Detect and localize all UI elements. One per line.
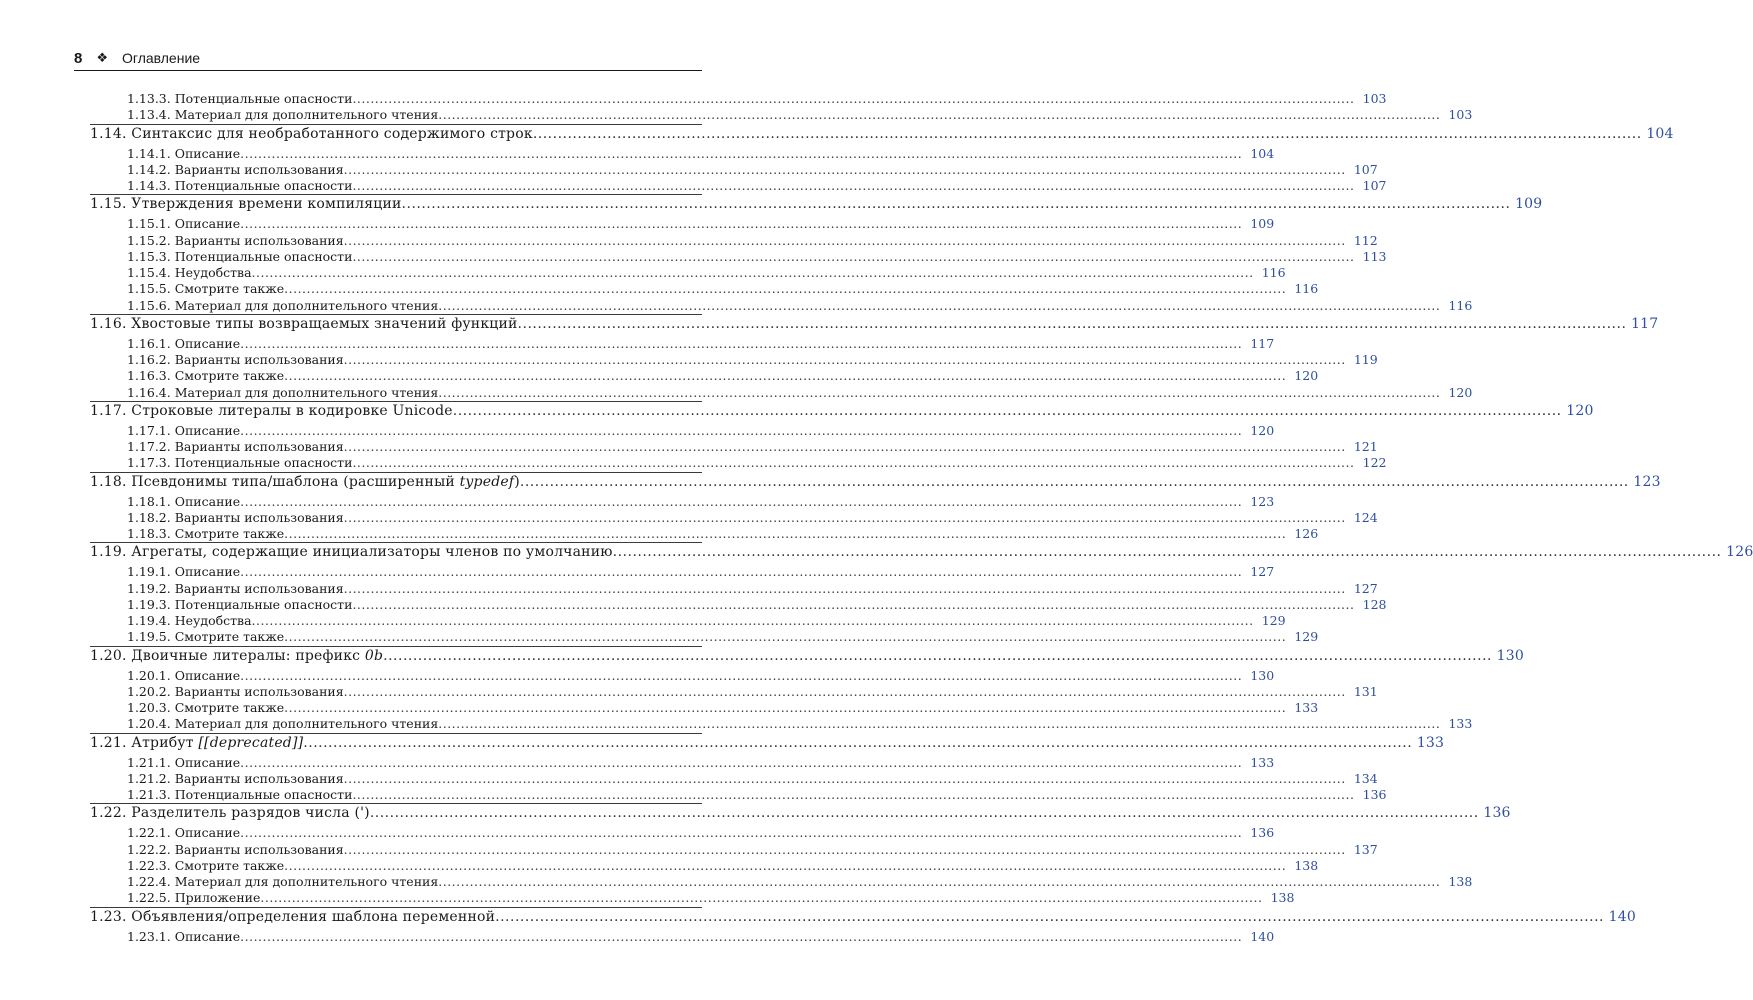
dot-leader xyxy=(240,564,1242,579)
entry-page-link[interactable]: 129 xyxy=(1261,613,1286,628)
entry-title: Синтаксис для необработанного содержимого строк xyxy=(131,125,533,142)
entry-number: 1.18.2. xyxy=(127,509,171,525)
entry-page-link[interactable]: 133 xyxy=(1294,700,1319,715)
entry-title: Варианты использования xyxy=(174,161,344,177)
dot-leader xyxy=(352,91,1354,106)
entry-number: 1.18.3. xyxy=(127,526,171,541)
entry-page-link[interactable]: 123 xyxy=(1633,473,1661,490)
entry-title: Смотрите также xyxy=(174,629,285,645)
dot-leader xyxy=(344,842,1346,857)
toc-section xyxy=(90,542,1753,645)
entry-number: 1.19.2. xyxy=(127,580,171,596)
entry-title-italic: typedef xyxy=(459,473,515,490)
entry-page-link[interactable]: 117 xyxy=(1250,335,1275,351)
entry-page-link[interactable]: 133 xyxy=(1416,734,1445,751)
dot-leader xyxy=(453,403,1562,419)
dot-leader xyxy=(352,178,1354,193)
page-header xyxy=(74,46,702,71)
toc-sub-entry[interactable] xyxy=(90,825,1275,841)
entry-number: 1.16.2. xyxy=(127,352,171,367)
entry-number: 1.15.2. xyxy=(127,232,171,248)
dot-leader xyxy=(240,216,1242,231)
entry-number: 1.21.3. xyxy=(127,787,171,802)
entry-number: 1.13.4. xyxy=(127,107,171,123)
dot-leader xyxy=(303,735,1412,751)
entry-number: 1.16.3. xyxy=(127,368,171,384)
toc-sub-entry[interactable] xyxy=(90,509,1378,526)
dot-leader xyxy=(438,716,1440,731)
dot-leader xyxy=(344,233,1346,248)
entry-title: Смотрите также xyxy=(174,700,285,715)
entry-number: 1.15.6. xyxy=(127,297,171,313)
toc-sub-entry[interactable] xyxy=(90,161,1378,178)
entry-number: 1.20. xyxy=(90,647,127,664)
dot-leader xyxy=(284,858,1286,873)
toc-section xyxy=(90,124,1674,195)
entry-title: Варианты использования xyxy=(174,439,344,454)
toc-sub-entry[interactable] xyxy=(90,596,1387,613)
entry-title: Агрегаты, содержащие инициализаторы членов по умолчанию xyxy=(131,544,613,561)
entry-number: 1.19.5. xyxy=(127,629,171,645)
entry-number: 1.22.4. xyxy=(127,874,171,889)
entry-title: Смотрите также xyxy=(174,526,285,541)
dot-leader xyxy=(520,474,1629,490)
entry-page-link[interactable]: 138 xyxy=(1294,857,1319,873)
dot-leader xyxy=(284,368,1286,383)
toc-sub-entry[interactable] xyxy=(90,455,1387,471)
entry-page-link[interactable]: 136 xyxy=(1250,825,1275,841)
entry-title: Смотрите также xyxy=(174,368,285,384)
entry-page-link[interactable]: 136 xyxy=(1362,787,1387,802)
entry-title: Псевдонимы типа/шаблона (расширенный typedef) xyxy=(131,473,520,490)
entry-number: 1.15. xyxy=(90,196,127,213)
dot-leader xyxy=(240,494,1242,509)
entry-page-link[interactable]: 122 xyxy=(1362,455,1387,471)
entry-page-link[interactable]: 104 xyxy=(1646,125,1674,142)
entry-title: Атрибут [[deprecated]] xyxy=(131,734,304,751)
entry-number: 1.15.1. xyxy=(127,216,171,232)
entry-page-link[interactable]: 130 xyxy=(1496,647,1524,664)
entry-page-link[interactable]: 116 xyxy=(1261,265,1286,280)
toc-sub-entry[interactable] xyxy=(90,526,1319,542)
entry-title: Описание xyxy=(174,422,241,438)
entry-number: 1.14.2. xyxy=(127,161,171,177)
toc-section xyxy=(90,907,1636,945)
entry-title: Описание xyxy=(174,754,241,770)
entry-number: 1.21.2. xyxy=(127,770,171,786)
toc-sub-entry[interactable] xyxy=(90,667,1275,684)
entry-number: 1.15.5. xyxy=(127,281,171,297)
entry-page-link[interactable]: 120 xyxy=(1294,368,1319,384)
toc-sub-entry[interactable] xyxy=(90,683,1378,700)
entry-title: Смотрите также xyxy=(174,857,285,873)
dot-leader xyxy=(383,648,1492,664)
dot-leader xyxy=(352,787,1354,802)
dot-leader xyxy=(284,281,1286,296)
toc-main-entry[interactable] xyxy=(90,804,1511,825)
entry-page-link[interactable]: 113 xyxy=(1362,248,1387,264)
toc-sub-entry[interactable] xyxy=(90,145,1275,162)
entry-page-link[interactable]: 140 xyxy=(1250,928,1275,944)
entry-title: Варианты использования xyxy=(174,770,344,786)
entry-number: 1.17. xyxy=(90,402,127,419)
dot-leader xyxy=(352,597,1354,612)
entry-title: Потенциальные опасности xyxy=(174,455,353,471)
entry-number: 1.14.1. xyxy=(127,145,171,161)
entry-title: Потенциальные опасности xyxy=(174,787,353,802)
entry-number: 1.18. xyxy=(90,473,127,490)
entry-page-link[interactable]: 109 xyxy=(1250,216,1275,232)
toc-main-entry[interactable] xyxy=(90,734,1445,755)
entry-page-link[interactable]: 138 xyxy=(1270,890,1295,906)
entry-title: Хвостовые типы возвращаемых значений функций xyxy=(131,315,518,332)
toc-sub-entry[interactable] xyxy=(90,787,1387,803)
entry-number: 1.18.1. xyxy=(127,493,171,509)
dot-leader xyxy=(240,755,1242,770)
entry-title: Материал для дополнительного чтения xyxy=(174,716,439,732)
dot-leader xyxy=(284,526,1286,541)
dot-leader xyxy=(533,126,1642,142)
dot-leader xyxy=(284,629,1286,644)
dot-leader xyxy=(344,510,1346,525)
entry-title: Варианты использования xyxy=(174,841,344,857)
dot-leader xyxy=(352,249,1354,264)
entry-number: 1.17.1. xyxy=(127,422,171,438)
toc-sub-entry[interactable] xyxy=(90,890,1295,906)
toc-main-entry[interactable] xyxy=(90,908,1636,929)
toc-sub-entry[interactable] xyxy=(90,265,1286,281)
dot-leader xyxy=(402,196,1511,212)
dot-leader xyxy=(344,352,1346,367)
toc-sub-entry[interactable] xyxy=(90,629,1319,645)
toc-sub-entry[interactable] xyxy=(90,700,1319,716)
dot-leader xyxy=(613,544,1722,560)
toc-section xyxy=(90,401,1594,472)
entry-number: 1.17.2. xyxy=(127,439,171,454)
entry-page-link[interactable]: 138 xyxy=(1448,874,1473,889)
toc-sub-entry[interactable] xyxy=(90,564,1275,580)
entry-number: 1.19.1. xyxy=(127,564,171,580)
entry-page-link[interactable]: 136 xyxy=(1483,805,1511,822)
dot-leader xyxy=(518,316,1627,332)
entry-title: Варианты использования xyxy=(174,509,344,525)
entry-title: Приложение xyxy=(174,890,261,906)
dot-leader xyxy=(370,805,1479,821)
dot-leader xyxy=(240,929,1242,944)
page-number: 8 xyxy=(74,49,83,67)
toc-section xyxy=(90,733,1445,804)
toc-sub-entry[interactable] xyxy=(90,857,1319,874)
entry-page-link[interactable]: 129 xyxy=(1294,629,1319,645)
entry-number: 1.20.2. xyxy=(127,683,171,699)
toc-sub-entry[interactable] xyxy=(90,297,1473,314)
entry-page-link[interactable]: 126 xyxy=(1726,544,1753,561)
entry-title: Смотрите также xyxy=(174,281,285,297)
dot-leader xyxy=(344,162,1346,177)
dot-leader xyxy=(240,336,1242,351)
entry-page-link[interactable]: 127 xyxy=(1250,564,1275,580)
toc-sub-entry[interactable] xyxy=(90,352,1378,368)
entry-title: Варианты использования xyxy=(174,352,344,367)
entry-title: Материал для дополнительного чтения xyxy=(174,874,439,889)
toc-main-entry[interactable] xyxy=(90,315,1659,336)
entry-title: Описание xyxy=(174,564,241,580)
entry-page-link[interactable]: 116 xyxy=(1294,281,1319,297)
entry-title: Потенциальные опасности xyxy=(174,178,353,193)
entry-number: 1.15.3. xyxy=(127,248,171,264)
dot-leader xyxy=(438,107,1440,122)
toc-section xyxy=(90,472,1661,543)
toc-sub-entry[interactable] xyxy=(90,439,1378,455)
toc-sub-entry[interactable] xyxy=(90,232,1378,249)
entry-page-link[interactable]: 123 xyxy=(1250,493,1275,509)
entry-title: Описание xyxy=(174,145,241,161)
entry-page-link[interactable]: 124 xyxy=(1353,509,1378,525)
dot-leader xyxy=(344,439,1346,454)
dot-leader xyxy=(495,909,1604,925)
entry-number: 1.22.1. xyxy=(127,825,171,841)
dot-leader xyxy=(344,581,1346,596)
entry-page-link[interactable]: 130 xyxy=(1250,667,1275,683)
entry-page-link[interactable]: 109 xyxy=(1515,196,1543,213)
entry-title: Материал для дополнительного чтения xyxy=(174,107,439,123)
entry-title: Материал для дополнительного чтения xyxy=(174,297,439,313)
entry-page-link[interactable]: 133 xyxy=(1250,754,1275,770)
entry-number: 1.22. xyxy=(90,805,127,822)
entry-page-link[interactable]: 127 xyxy=(1353,580,1378,596)
dot-leader xyxy=(252,613,1254,628)
entry-page-link[interactable]: 137 xyxy=(1353,841,1378,857)
entry-page-link[interactable]: 140 xyxy=(1608,908,1636,925)
entry-title: Описание xyxy=(174,825,241,841)
toc-main-entry[interactable] xyxy=(90,195,1543,216)
entry-page-link[interactable]: 128 xyxy=(1362,596,1387,612)
toc-sub-entry[interactable] xyxy=(90,422,1275,439)
toc-sub-entry[interactable] xyxy=(90,384,1473,401)
toc-sub-entry[interactable] xyxy=(90,716,1473,732)
dot-leader xyxy=(352,455,1354,470)
entry-page-link[interactable]: 117 xyxy=(1631,315,1659,332)
entry-title: Разделитель разрядов числа (') xyxy=(131,805,370,822)
entry-number: 1.17.3. xyxy=(127,455,171,471)
toc-sub-entry[interactable] xyxy=(90,91,1387,107)
toc-sub-entry[interactable] xyxy=(90,107,1473,123)
entry-title: Варианты использования xyxy=(174,580,344,596)
dot-leader xyxy=(240,668,1242,683)
entry-number: 1.16.1. xyxy=(127,335,171,351)
entry-page-link[interactable]: 116 xyxy=(1448,297,1473,313)
entry-title: Утверждения времени компиляции xyxy=(131,196,402,213)
entry-title: Варианты использования xyxy=(174,683,344,699)
dot-leader xyxy=(240,146,1242,161)
entry-page-link[interactable]: 103 xyxy=(1448,107,1473,123)
toc-section xyxy=(90,91,1473,124)
table-of-contents xyxy=(0,91,1753,945)
toc-sub-entry[interactable] xyxy=(90,493,1275,510)
entry-number: 1.15.4. xyxy=(127,265,171,280)
toc-sub-entry[interactable] xyxy=(90,216,1275,232)
running-header-title: Оглавление xyxy=(122,50,201,66)
toc-sub-entry[interactable] xyxy=(90,874,1473,890)
entry-number: 1.20.1. xyxy=(127,667,171,683)
toc-section xyxy=(90,194,1543,314)
toc-sub-entry[interactable] xyxy=(90,770,1378,787)
toc-main-entry[interactable] xyxy=(90,543,1753,564)
entry-page-link[interactable]: 112 xyxy=(1353,232,1378,248)
toc-main-entry[interactable] xyxy=(90,125,1674,146)
toc-sub-entry[interactable] xyxy=(90,368,1319,384)
toc-sub-entry[interactable] xyxy=(90,580,1378,597)
entry-number: 1.16. xyxy=(90,315,127,332)
entry-page-link[interactable]: 121 xyxy=(1353,439,1378,454)
entry-title: Неудобства xyxy=(174,613,252,628)
entry-number: 1.13.3. xyxy=(127,91,171,106)
entry-number: 1.19. xyxy=(90,544,127,561)
toc-sub-entry[interactable] xyxy=(90,335,1275,352)
entry-title: Двоичные литералы: префикс 0b xyxy=(131,647,384,664)
dot-leader xyxy=(260,890,1262,905)
dot-leader xyxy=(438,298,1440,313)
toc-main-entry[interactable] xyxy=(90,473,1661,494)
toc-sub-entry[interactable] xyxy=(90,281,1319,297)
entry-page-link[interactable]: 103 xyxy=(1362,91,1387,106)
entry-title: Потенциальные опасности xyxy=(174,91,353,106)
entry-title: Варианты использования xyxy=(174,232,344,248)
entry-number: 1.22.2. xyxy=(127,841,171,857)
entry-number: 1.23. xyxy=(90,908,127,925)
entry-title-italic: [[deprecated]] xyxy=(198,734,304,751)
entry-number: 1.16.4. xyxy=(127,384,171,400)
entry-title: Описание xyxy=(174,216,241,232)
entry-page-link[interactable]: 107 xyxy=(1362,178,1387,193)
dot-leader xyxy=(344,684,1346,699)
toc-sub-entry[interactable] xyxy=(90,613,1286,629)
entry-page-link[interactable]: 126 xyxy=(1294,526,1319,541)
entry-page-link[interactable]: 104 xyxy=(1250,145,1275,161)
entry-number: 1.21. xyxy=(90,734,127,751)
entry-number: 1.22.5. xyxy=(127,890,171,906)
entry-title: Объявления/определения шаблона переменной xyxy=(131,908,496,925)
toc-sub-entry[interactable] xyxy=(90,754,1275,771)
dot-leader xyxy=(438,874,1440,889)
toc-section xyxy=(90,314,1659,401)
entry-number: 1.14. xyxy=(90,125,127,142)
entry-title: Неудобства xyxy=(174,265,252,280)
entry-page-link[interactable]: 120 xyxy=(1566,402,1594,419)
entry-title: Описание xyxy=(174,667,241,683)
entry-title: Строковые литералы в кодировке Unicode xyxy=(131,402,453,419)
entry-number: 1.19.4. xyxy=(127,613,171,628)
entry-number: 1.20.3. xyxy=(127,700,171,715)
entry-title: Описание xyxy=(174,928,241,944)
entry-page-link[interactable]: 107 xyxy=(1353,161,1378,177)
toc-main-entry[interactable] xyxy=(90,647,1524,668)
toc-sub-entry[interactable] xyxy=(90,841,1378,858)
entry-page-link[interactable]: 119 xyxy=(1353,352,1378,367)
entry-title: Материал для дополнительного чтения xyxy=(174,384,439,400)
entry-number: 1.14.3. xyxy=(127,178,171,193)
entry-page-link[interactable]: 134 xyxy=(1353,770,1378,786)
entry-page-link[interactable]: 120 xyxy=(1448,384,1473,400)
entry-title: Потенциальные опасности xyxy=(174,596,353,612)
toc-section xyxy=(90,646,1524,733)
entry-number: 1.21.1. xyxy=(127,754,171,770)
dot-leader xyxy=(344,771,1346,786)
toc-sub-entry[interactable] xyxy=(90,178,1387,194)
dot-leader xyxy=(438,385,1440,400)
entry-title-italic: 0b xyxy=(364,647,384,664)
toc-section xyxy=(90,803,1511,906)
entry-number: 1.20.4. xyxy=(127,716,171,732)
entry-page-link[interactable]: 133 xyxy=(1448,716,1473,732)
dot-leader xyxy=(252,265,1254,280)
entry-page-link[interactable]: 120 xyxy=(1250,422,1275,438)
ornament-icon: ❖ xyxy=(96,50,108,66)
entry-title: Описание xyxy=(174,493,241,509)
entry-page-link[interactable]: 131 xyxy=(1353,683,1378,699)
entry-title: Описание xyxy=(174,335,241,351)
dot-leader xyxy=(284,700,1286,715)
dot-leader xyxy=(240,423,1242,438)
toc-main-entry[interactable] xyxy=(90,402,1594,423)
toc-sub-entry[interactable] xyxy=(90,248,1387,265)
toc-sub-entry[interactable] xyxy=(90,928,1275,945)
entry-title: Потенциальные опасности xyxy=(174,248,353,264)
entry-number: 1.19.3. xyxy=(127,596,171,612)
dot-leader xyxy=(240,825,1242,840)
entry-number: 1.22.3. xyxy=(127,857,171,873)
entry-number: 1.23.1. xyxy=(127,928,171,944)
